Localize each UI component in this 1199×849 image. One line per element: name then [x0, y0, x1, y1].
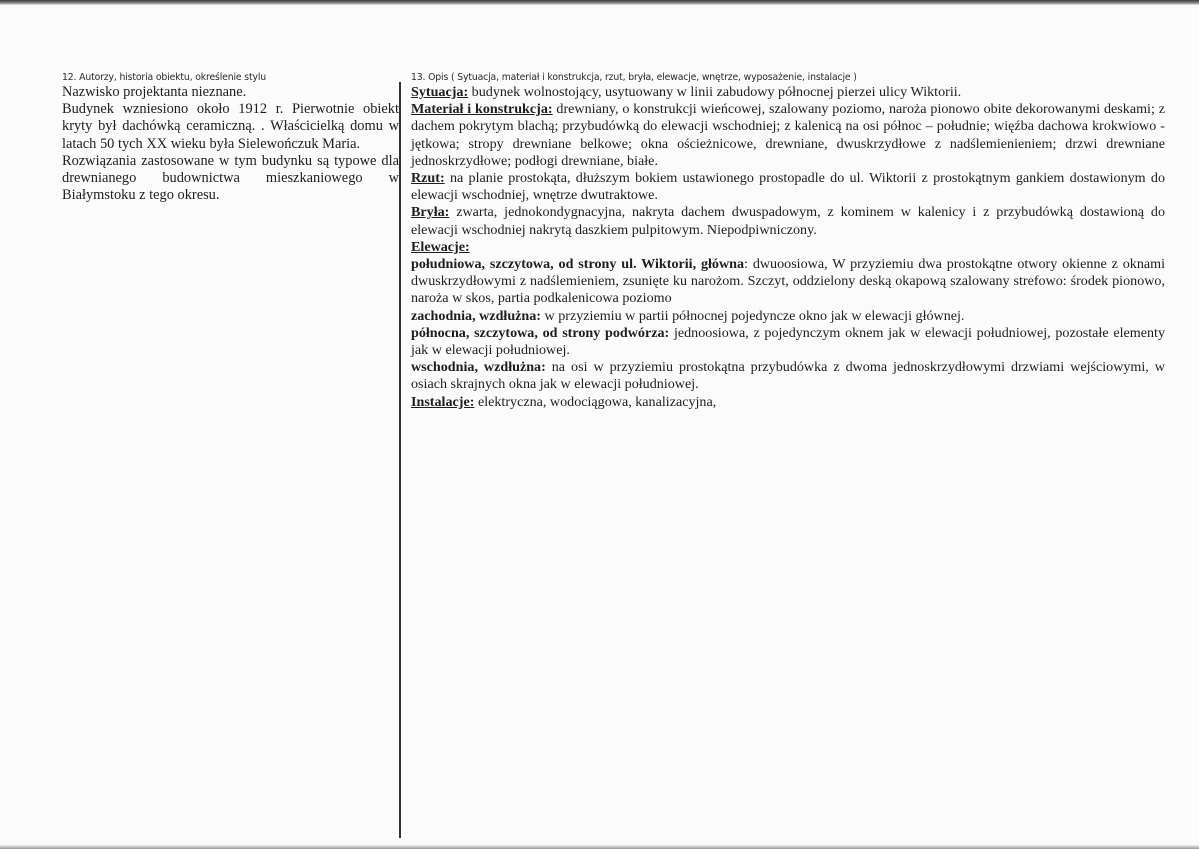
elewacja-poludniowa: [411, 256, 1165, 308]
style-paragraph: Rozwiązania zastosowane w tym budynku są typowe dla drewnianego budownictwa mieszkaniowego w Białymstoku z tego okresu.: [62, 152, 399, 204]
authors-history-body: [62, 84, 399, 204]
sytuacja-text: budynek wolnostojący, usytuowany w linii zabudowy północnej pierzei ulicy Wiktorii.: [468, 84, 962, 100]
elewacje-label: Elewacje:: [411, 238, 470, 255]
scan-edge-bottom: [0, 845, 1199, 849]
bryla-text: zwarta, jednokondygnacyjna, nakryta dachem dwuspadowym, z kominem w kalenicy i z przybudówką dostawioną do elewacji wschodniej nakrytą daszkiem pulpitowym. Niepodpiwniczony.: [411, 204, 1165, 238]
material-label: Materiał i konstrukcja:: [411, 101, 553, 118]
elewacja-wschodnia-label: wschodnia, wzdłużna:: [411, 359, 546, 376]
elewacja-polnocna: [411, 325, 1165, 359]
section-heading-12: 12. Autorzy, historia obiektu, określenie stylu: [62, 72, 266, 83]
instalacje-text: elektryczna, wodociągowa, kanalizacyjna,: [474, 393, 717, 410]
material-text: drewniany, o konstrukcji wieńcowej, szalowany poziomo, naroża pionowo obite dekorowanymi deskami; z dachem pokrytym blachą; przybudówką do elewacji wschodniej; z kalenicą na osi północ – południe; więźba dachowa krokwiowo - jętkowa; stropy drewniane belkowe; okna ościeżnicowe, drewniane, dwuskrzydłowe z nadślemienieniem; drzwi drewniane jednoskrzydłowe; podłogi drewniane, białe.: [411, 101, 1165, 169]
elewacja-polnocna-label: północna, szczytowa, od strony podwórza:: [411, 324, 670, 341]
authors-history-section: [62, 72, 399, 204]
elewacja-wschodnia-text: na osi w przyziemiu prostokątna przybudówka z dwoma jednoskrzydłowymi drzwiami wejściowymi, w osiach skrajnych okna jak w elewacji południowej.: [411, 359, 1165, 393]
column-divider: [399, 82, 401, 838]
instalacje-paragraph: [411, 394, 1165, 411]
elewacje-heading: [411, 239, 1165, 256]
instalacje-label: Instalacje:: [411, 393, 475, 410]
elewacja-wschodnia: [411, 359, 1165, 393]
history-paragraph: Budynek wzniesiono około 1912 r. Pierwotnie obiekt kryty był dachówką ceramiczną. . Właścicielką domu w latach 50 tych XX wieku była Sielewończuk Maria.: [62, 101, 399, 152]
rzut-text: na planie prostokąta, dłuższym bokiem ustawionego prostopadle do ul. Wiktorii z prostokątnym gankiem dostawionym do elewacji wschodniej, wnętrze dwutraktowe.: [411, 170, 1165, 204]
description-body: [411, 84, 1165, 411]
elewacja-zachodnia-text: w przyziemiu w partii północnej pojedyncze okno jak w elewacji głównej.: [541, 307, 965, 324]
elewacja-zachodnia: [411, 308, 1165, 325]
elewacja-zachodnia-label: zachodnia, wzdłużna:: [411, 307, 541, 324]
scan-edge-top: [0, 0, 1199, 5]
rzut-paragraph: [411, 170, 1165, 204]
material-paragraph: [411, 101, 1165, 170]
section-heading-13: 13. Opis ( Sytuacja, materiał i konstrukcja, rzut, bryła, elewacje, wnętrze, wyposażenie, instalacje ): [411, 72, 857, 83]
description-section: [411, 72, 1165, 411]
elewacja-polnocna-text: jednoosiowa, z pojedynczym oknem jak w elewacji południowej, pozostałe elementy jak w elewacji południowej.: [411, 324, 1165, 359]
sytuacja-paragraph: [411, 84, 1165, 101]
bryla-paragraph: [411, 204, 1165, 238]
elewacja-poludniowa-text: : dwuoosiowa, W przyziemiu dwa prostokątne otwory okienne z oknami dwuskrzydłowymi z nadślemieniem, zsunięte ku narożom. Szczyt, oddzielony deską okapową szalowany strefowo: środek pionowo, naroża w skos, partia podkalenicowa poziomo: [411, 256, 1166, 307]
elewacja-poludniowa-label: południowa, szczytowa, od strony ul. Wiktorii, główna: [411, 256, 745, 273]
rzut-label: Rzut:: [411, 170, 445, 187]
sytuacja-label: Sytuacja:: [411, 84, 469, 100]
architect-paragraph: Nazwisko projektanta nieznane.: [62, 84, 247, 100]
bryla-label: Bryła:: [411, 204, 450, 221]
